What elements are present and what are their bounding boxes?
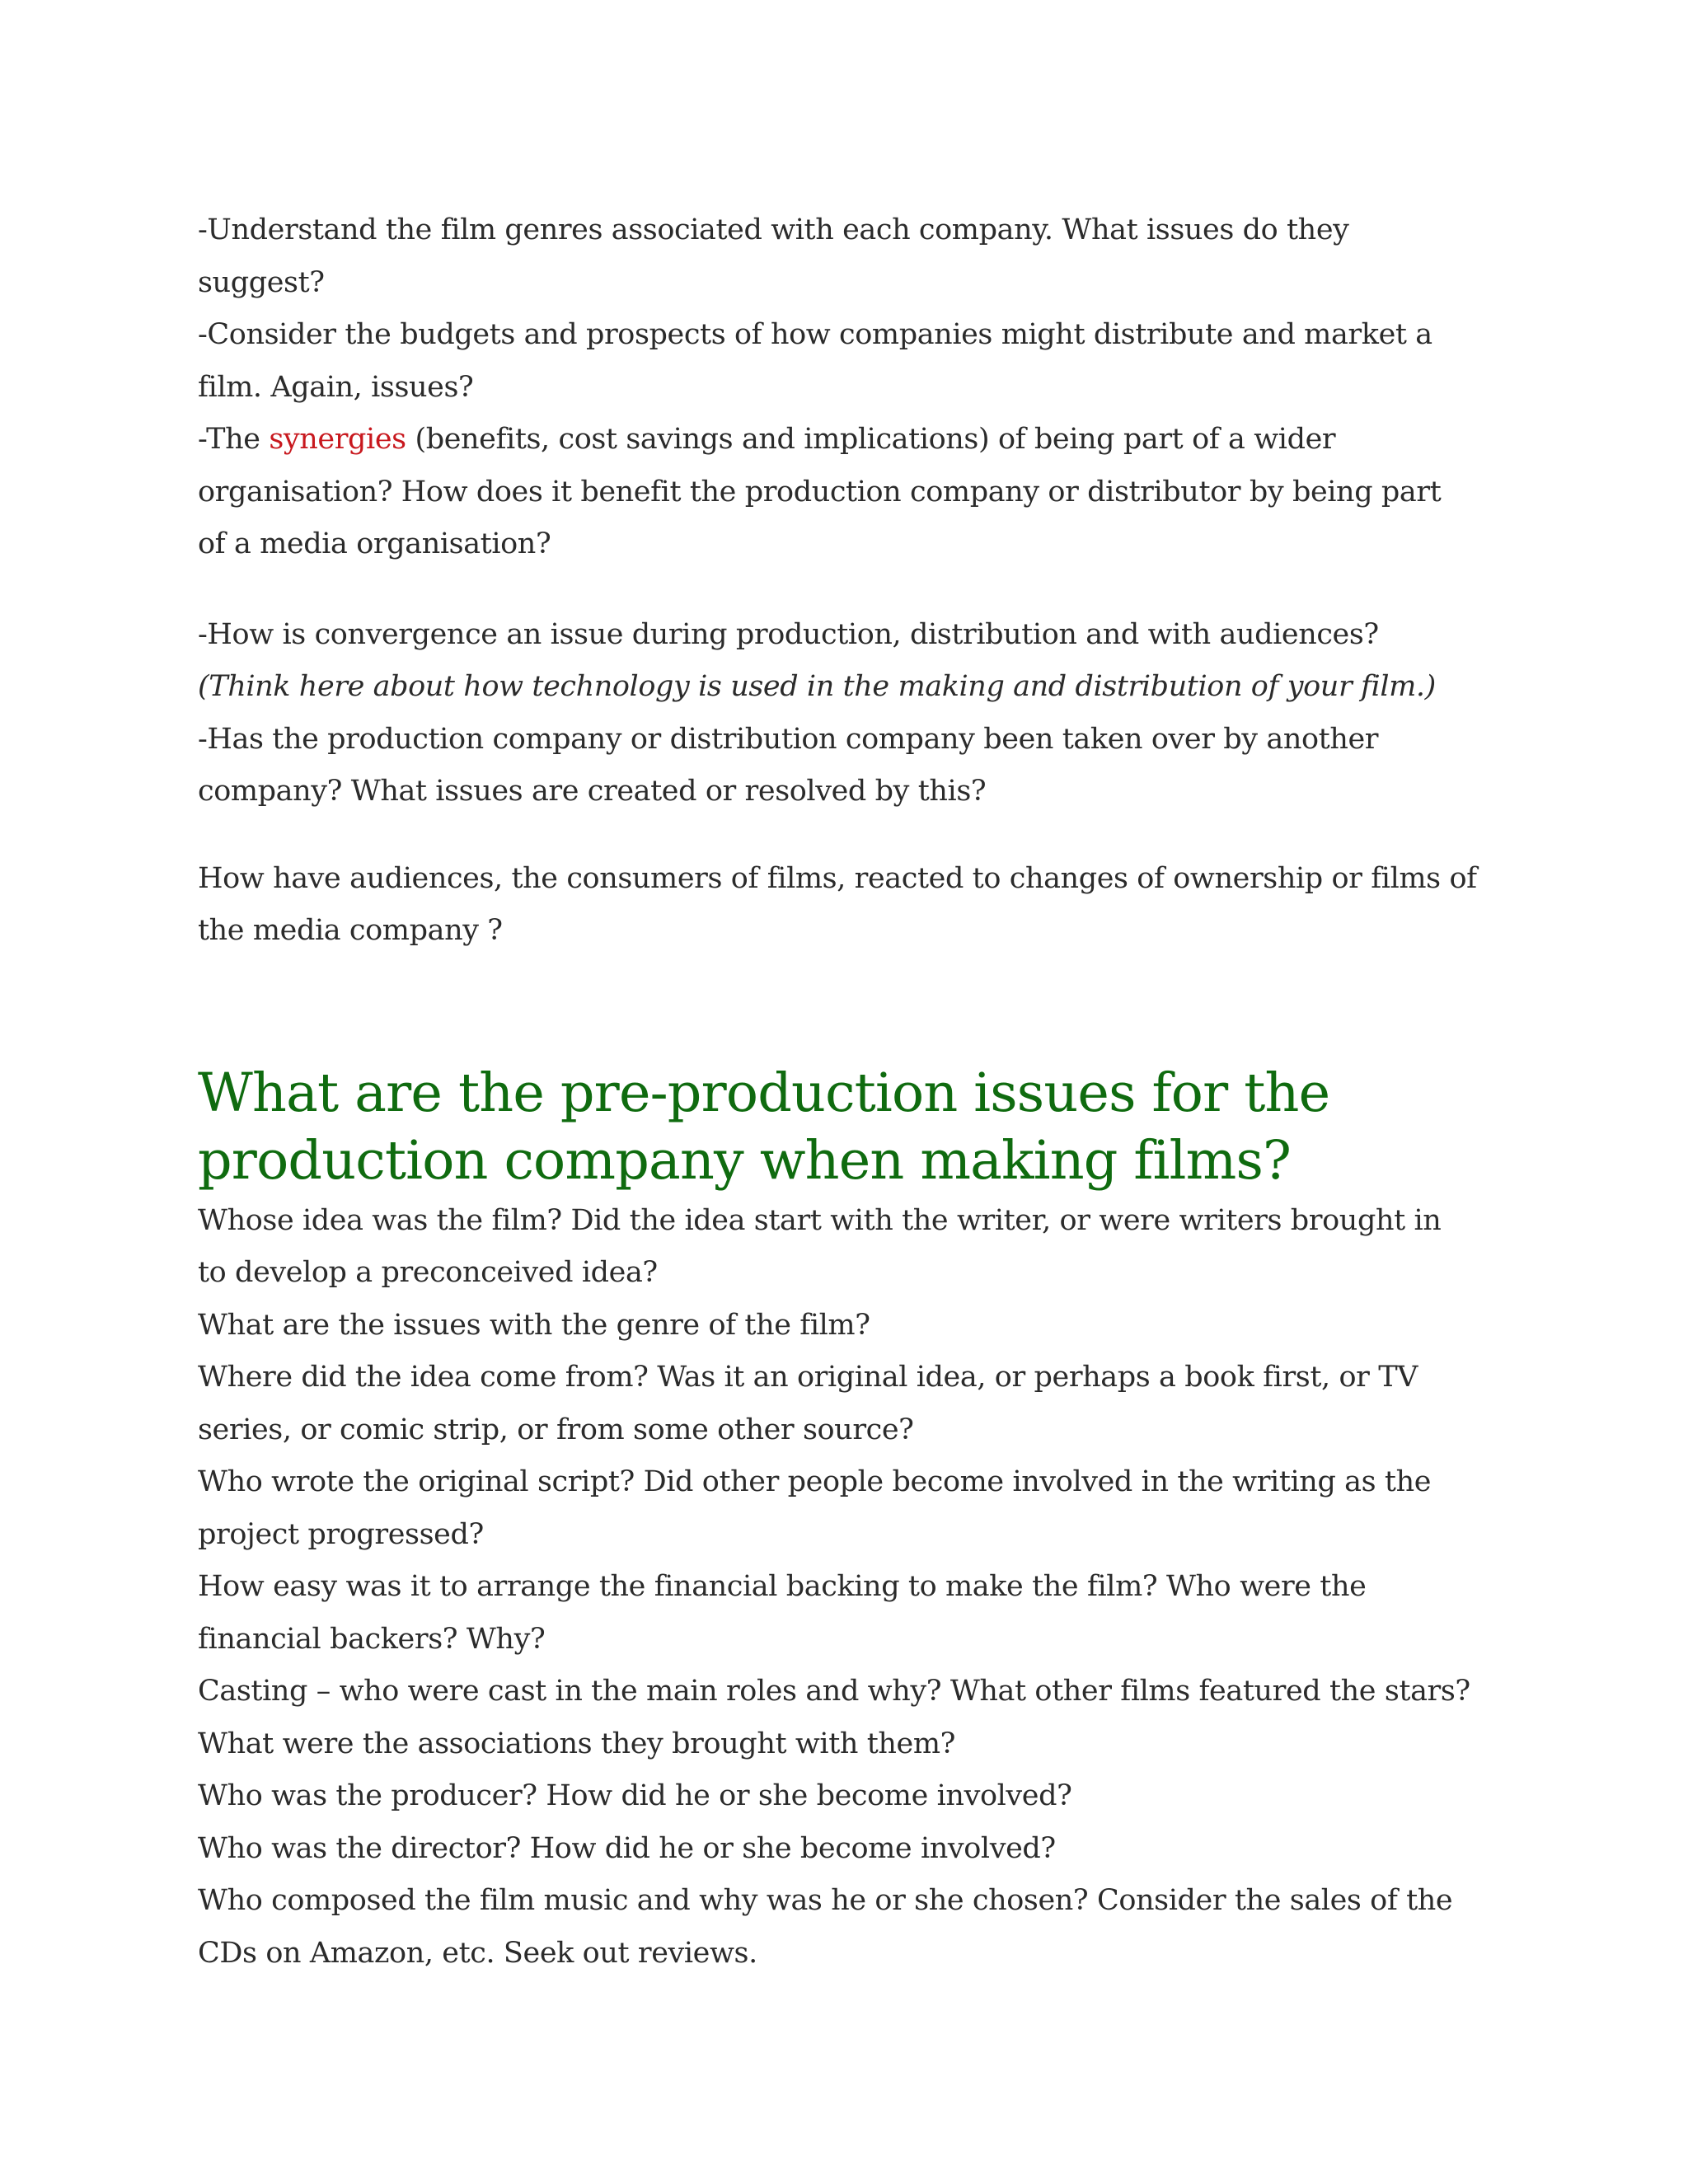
synergies-prefix: -The [198, 423, 270, 456]
text-line: Who composed the film music and why was he or she chosen? Consider the sales of the [198, 1884, 1453, 1917]
text-line: suggest? [198, 265, 325, 299]
text-line: CDs on Amazon, etc. Seek out reviews. [198, 1936, 757, 1970]
text-line: project progressed? [198, 1517, 484, 1551]
text-line: Who wrote the original script? Did other people become involved in the writing as the [198, 1465, 1432, 1498]
synergies-suffix: (benefits, cost savings and implications) of being part of a wider [406, 423, 1336, 456]
preproduction-section [198, 1195, 1500, 1980]
audiences-section [198, 853, 1500, 958]
heading-line: production company when making films? [198, 1129, 1292, 1192]
text-line: company? What issues are created or resolved by this? [198, 775, 987, 808]
document-page [198, 204, 1500, 1980]
text-line: series, or comic strip, or from some other source? [198, 1413, 914, 1446]
text-line: of a media organisation? [198, 527, 551, 560]
italic-note [198, 661, 1500, 714]
text-line: -How is convergence an issue during production, distribution and with audiences? [198, 617, 1379, 651]
text-line: -Has the production company or distribution company been taken over by another [198, 722, 1379, 756]
text-line: organisation? How does it benefit the production company or distributor by being part [198, 475, 1442, 509]
heading-line: What are the pre-production issues for the [198, 1062, 1330, 1124]
text-line: -Understand the film genres associated with each company. What issues do they [198, 213, 1349, 246]
text-line: What are the issues with the genre of the film? [198, 1308, 870, 1342]
text-line: Who was the producer? How did he or she become involved? [198, 1779, 1072, 1812]
synergies-keyword: synergies [269, 423, 406, 456]
text-line: Where did the idea come from? Was it an original idea, or perhaps a book first, or TV [198, 1361, 1418, 1394]
italic-text: (Think here about how technology is used in the making and distribution of your film.) [198, 670, 1436, 703]
text-line: Whose idea was the film? Did the idea start with the writer, or were writers brought in [198, 1203, 1442, 1237]
text-line: -Consider the budgets and prospects of how companies might distribute and market a [198, 318, 1432, 351]
text-line: the media company ? [198, 914, 503, 947]
convergence-section [198, 609, 1500, 818]
text-line: financial backers? Why? [198, 1622, 546, 1656]
text-line: Who was the director? How did he or she become involved? [198, 1831, 1056, 1865]
text-line: to develop a preconceived idea? [198, 1256, 658, 1289]
synergies-line [198, 414, 1500, 466]
text-line: How have audiences, the consumers of films, reacted to changes of ownership or films of [198, 861, 1477, 895]
text-line: How easy was it to arrange the financial backing to make the film? Who were the [198, 1570, 1367, 1603]
text-line: What were the associations they brought with them? [198, 1727, 956, 1760]
section-heading [198, 1060, 1500, 1195]
text-line: film. Again, issues? [198, 370, 474, 404]
intro-section [198, 204, 1500, 571]
text-line: Casting – who were cast in the main roles and why? What other films featured the stars? [198, 1675, 1470, 1708]
